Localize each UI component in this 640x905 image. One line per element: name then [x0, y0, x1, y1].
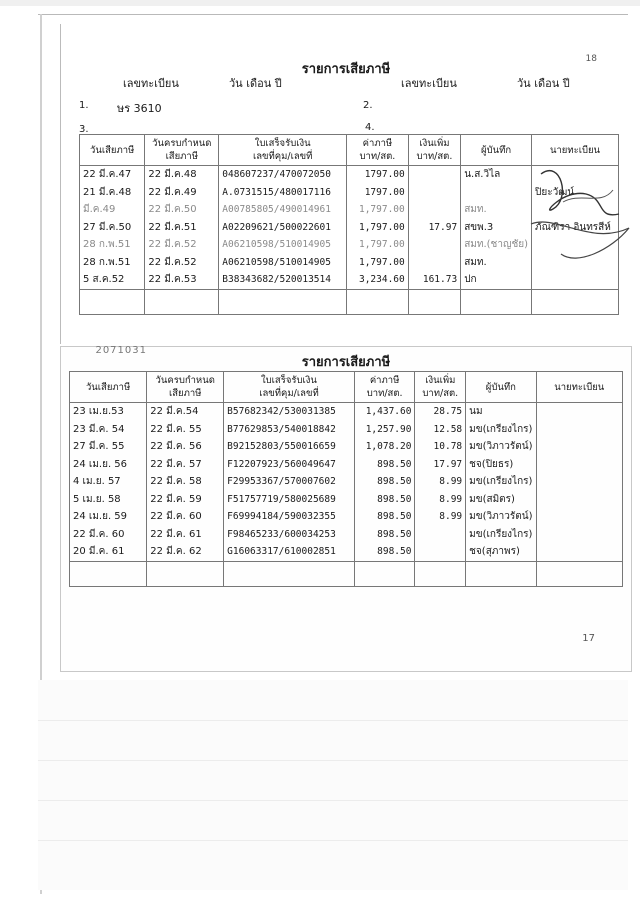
cell-receipt: A02209621/500022601: [219, 219, 347, 237]
page-title: รายการเสียภาษี: [301, 62, 391, 77]
table-row: [70, 473, 623, 491]
cell-recorder: มข(เกรียงไกร): [466, 526, 536, 544]
column-header: ค่าภาษี บาท/สต.: [347, 135, 409, 166]
cell-registrar: [536, 526, 622, 544]
table-row: [80, 271, 619, 289]
table-row: [70, 543, 623, 561]
cell-tax: 1797.00: [347, 166, 409, 184]
column-header: นายทะเบียน: [532, 135, 619, 166]
cell-fine: 8.99: [415, 491, 466, 509]
table-row: [70, 438, 623, 456]
column-header: นายทะเบียน: [536, 372, 622, 403]
cell-fine: 17.97: [415, 456, 466, 474]
cell-due: 22 มี.ค.51: [145, 219, 219, 237]
cell-receipt: B92152803/550016659: [224, 438, 355, 456]
cell-tax: 1,797.00: [347, 236, 409, 254]
cell-paid: 27 มี.ค.50: [80, 219, 145, 237]
column-header: วันครบกำหนด เสียภาษี: [147, 372, 224, 403]
cell-fine: 28.75: [415, 403, 466, 421]
cell-recorder: มข(เกรียงไกร): [466, 473, 536, 491]
cell-receipt: F69994184/590032355: [224, 508, 355, 526]
reg-label-left: เลขทะเบียน: [123, 77, 179, 90]
cell-fine: [415, 543, 466, 561]
cell-due: 22 มี.ค. 57: [147, 456, 224, 474]
cell-paid: 5 ส.ค.52: [80, 271, 145, 289]
table-row: [70, 403, 623, 421]
column-header: ผู้บันทึก: [461, 135, 532, 166]
cell-paid: 4 เม.ย. 57: [70, 473, 147, 491]
scan-top-rule: [38, 14, 628, 15]
cell-fine: [408, 254, 460, 272]
cell-paid: 24 เม.ย. 59: [70, 508, 147, 526]
cell-due: 22 มี.ค.53: [145, 271, 219, 289]
cell-fine: 8.99: [415, 473, 466, 491]
cell-registrar: ภัณฑิรา อินทรสีห์: [532, 219, 619, 237]
cell-registrar: [536, 508, 622, 526]
tax-table-2: [69, 371, 623, 587]
cell-recorder: ปก: [461, 271, 532, 289]
cell-fine: 17.97: [408, 219, 460, 237]
cell-due: 22 มี.ค.52: [145, 236, 219, 254]
cell-due: 22 มี.ค.48: [145, 166, 219, 184]
scan-edge: [0, 0, 640, 6]
cell-receipt: F29953367/570007602: [224, 473, 355, 491]
cell-fine: 161.73: [408, 271, 460, 289]
cell-paid: 22 มี.ค.47: [80, 166, 145, 184]
cell-recorder: มข(วิภาวรัตน์): [466, 438, 536, 456]
cell-due: 22 มี.ค. 56: [147, 438, 224, 456]
cell-due: 22 มี.ค. 61: [147, 526, 224, 544]
column-header: เงินเพิ่ม บาท/สต.: [415, 372, 466, 403]
tax-record-page-top: [60, 24, 631, 344]
cell-fine: 8.99: [415, 508, 466, 526]
column-header: วันครบกำหนด เสียภาษี: [145, 135, 219, 166]
cell-tax: 1,078.20: [354, 438, 415, 456]
cell-receipt: A00785805/490014961: [219, 201, 347, 219]
cell-receipt: A06210598/510014905: [219, 236, 347, 254]
cell-recorder: ชจ(ปิยธร): [466, 456, 536, 474]
entry-number: 1.: [79, 100, 89, 111]
cell-due: 22 มี.ค. 60: [147, 508, 224, 526]
cell-registrar: [532, 236, 619, 254]
cell-tax: 898.50: [354, 491, 415, 509]
cell-tax: 898.50: [354, 456, 415, 474]
cell-paid: 23 เม.ย.53: [70, 403, 147, 421]
cell-recorder: [461, 184, 532, 202]
cell-tax: 3,234.60: [347, 271, 409, 289]
column-header: วันเสียภาษี: [70, 372, 147, 403]
cell-paid: 22 มี.ค. 60: [70, 526, 147, 544]
cell-receipt: B77629853/540018842: [224, 421, 355, 439]
cell-tax: 1797.00: [347, 184, 409, 202]
cell-registrar: [536, 438, 622, 456]
cell-fine: 10.78: [415, 438, 466, 456]
cell-due: 22 มี.ค. 62: [147, 543, 224, 561]
cell-receipt: F51757719/580025689: [224, 491, 355, 509]
cell-paid: 20 มี.ค. 61: [70, 543, 147, 561]
cell-due: 22 มี.ค.54: [147, 403, 224, 421]
cell-tax: 1,257.90: [354, 421, 415, 439]
cell-registrar: [536, 473, 622, 491]
cell-recorder: สขพ.3: [461, 219, 532, 237]
cell-paid: มี.ค.49: [80, 201, 145, 219]
page-number: 18: [585, 54, 597, 64]
cell-due: 22 มี.ค. 59: [147, 491, 224, 509]
cell-fine: 12.58: [415, 421, 466, 439]
cell-registrar: [536, 456, 622, 474]
cell-registrar: [532, 254, 619, 272]
table-row: [70, 456, 623, 474]
cell-recorder: สมท.: [461, 201, 532, 219]
cell-receipt: A06210598/510014905: [219, 254, 347, 272]
table-row: [80, 236, 619, 254]
cell-fine: [408, 184, 460, 202]
cell-recorder: มข(วิภาวรัตน์): [466, 508, 536, 526]
cell-due: 22 มี.ค.49: [145, 184, 219, 202]
tax-record-page-bottom: [60, 346, 632, 672]
cell-fine: [408, 166, 460, 184]
cell-registrar: ปิยะวัฒน์: [532, 184, 619, 202]
cell-tax: 898.50: [354, 543, 415, 561]
cell-registrar: [536, 403, 622, 421]
cell-due: 22 มี.ค.52: [145, 254, 219, 272]
table-row: [70, 526, 623, 544]
table-row: [80, 254, 619, 272]
cell-recorder: มข(เกรียงไกร): [466, 421, 536, 439]
cell-receipt: 048607237/470072050: [219, 166, 347, 184]
plate-number: ษร 3610: [117, 102, 162, 115]
cell-paid: 23 มี.ค. 54: [70, 421, 147, 439]
table-row: [80, 166, 619, 184]
column-header: ผู้บันทึก: [466, 372, 536, 403]
table-row: [80, 201, 619, 219]
entry-number: 2.: [363, 100, 373, 111]
cell-registrar: [536, 543, 622, 561]
cell-fine: [415, 526, 466, 544]
cell-paid: 28 ก.พ.51: [80, 236, 145, 254]
table-row-empty: [80, 289, 619, 314]
cell-due: 22 มี.ค. 58: [147, 473, 224, 491]
cell-tax: 898.50: [354, 508, 415, 526]
cell-receipt: B57682342/530031385: [224, 403, 355, 421]
tax-table-1: [79, 134, 619, 315]
page-stamp: 2071031: [95, 345, 147, 356]
column-header: เงินเพิ่ม บาท/สต.: [408, 135, 460, 166]
cell-fine: [408, 236, 460, 254]
cell-recorder: สมท.(ชาญชัย): [461, 236, 532, 254]
cell-receipt: F12207923/560049647: [224, 456, 355, 474]
cell-paid: 21 มี.ค.48: [80, 184, 145, 202]
scan-lower-area: [38, 680, 628, 890]
cell-recorder: น.ส.วิไล: [461, 166, 532, 184]
cell-tax: 898.50: [354, 526, 415, 544]
cell-recorder: ชจ(สุภาพร): [466, 543, 536, 561]
cell-registrar: [536, 491, 622, 509]
page-number: 17: [582, 633, 595, 644]
cell-paid: 27 มี.ค. 55: [70, 438, 147, 456]
cell-registrar: [532, 201, 619, 219]
table-row: [70, 508, 623, 526]
table-row: [80, 184, 619, 202]
cell-receipt: G16063317/610002851: [224, 543, 355, 561]
cell-fine: [408, 201, 460, 219]
table-row: [70, 491, 623, 509]
cell-tax: 1,437.60: [354, 403, 415, 421]
cell-recorder: มข(สมิตร): [466, 491, 536, 509]
table-row: [70, 421, 623, 439]
cell-paid: 28 ก.พ.51: [80, 254, 145, 272]
cell-recorder: นม: [466, 403, 536, 421]
cell-paid: 24 เม.ย. 56: [70, 456, 147, 474]
cell-registrar: [532, 271, 619, 289]
cell-registrar: [536, 421, 622, 439]
cell-recorder: สมท.: [461, 254, 532, 272]
entry-number: 3.: [79, 124, 89, 135]
cell-tax: 1,797.00: [347, 201, 409, 219]
cell-tax: 898.50: [354, 473, 415, 491]
cell-tax: 1,797.00: [347, 219, 409, 237]
cell-due: 22 มี.ค. 55: [147, 421, 224, 439]
entry-number: 4.: [365, 122, 375, 133]
cell-tax: 1,797.00: [347, 254, 409, 272]
cell-receipt: F98465233/600034253: [224, 526, 355, 544]
column-header: ใบเสร็จรับเงิน เลขที่คุม/เลขที่: [219, 135, 347, 166]
cell-paid: 5 เม.ย. 58: [70, 491, 147, 509]
cell-registrar: [532, 166, 619, 184]
column-header: วันเสียภาษี: [80, 135, 145, 166]
cell-due: 22 มี.ค.50: [145, 201, 219, 219]
reg-label-right: เลขทะเบียน: [401, 77, 457, 90]
cell-receipt: A.0731515/480017116: [219, 184, 347, 202]
cell-receipt: B38343682/520013514: [219, 271, 347, 289]
column-header: ค่าภาษี บาท/สต.: [354, 372, 415, 403]
table-row-empty: [70, 561, 623, 586]
column-header: ใบเสร็จรับเงิน เลขที่คุม/เลขที่: [224, 372, 355, 403]
date-label-right: วัน เดือน ปี: [517, 77, 570, 90]
page-title: รายการเสียภาษี: [301, 355, 391, 370]
date-label-left: วัน เดือน ปี: [229, 77, 282, 90]
table-row: [80, 219, 619, 237]
